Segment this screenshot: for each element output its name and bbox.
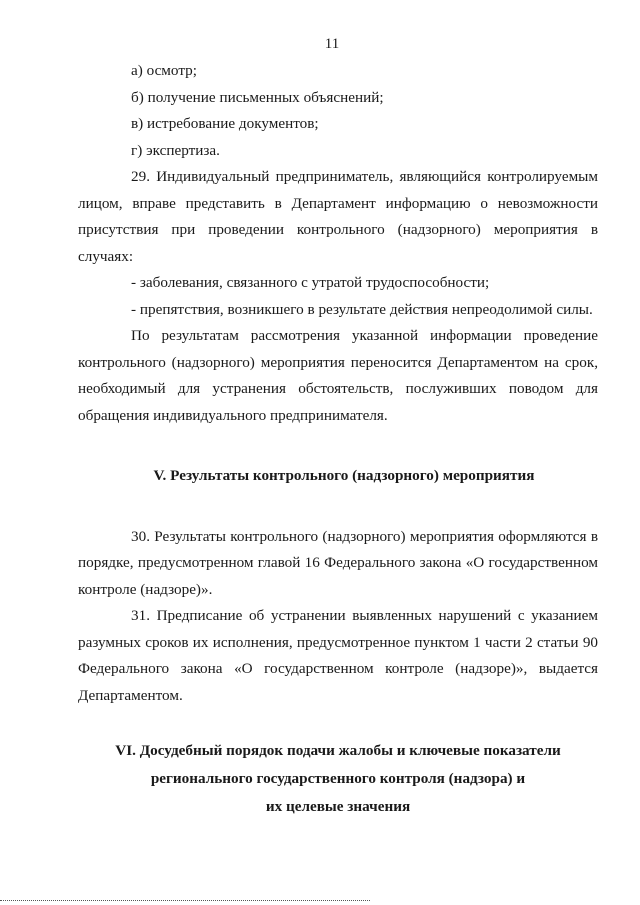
section-6-heading-line-3: их целевые значения — [265, 798, 411, 815]
section-5-heading: V. Результаты контрольного (надзорного) мероприятия — [153, 467, 535, 484]
page-number: 11 — [324, 36, 340, 52]
section-6-heading-line-2: регионального государственного контроля (надзора) и — [150, 770, 526, 787]
list-item-expertise: г) экспертиза. — [131, 141, 220, 159]
list-item-inspection: а) осмотр; — [131, 62, 197, 79]
list-item-documents: в) истребование документов; — [131, 115, 319, 132]
bullet-illness: - заболевания, связанного с утратой трудоспособности; — [131, 274, 490, 291]
paragraph-29: 29. Индивидуальный предприниматель, являющийся контролируемым лицом, вправе представить в Департамент информацию о невозможности присутствия при проведении контрольного (надзорного) мероприятия в случаях: — [78, 168, 598, 265]
paragraph-30: 30. Результаты контрольного (надзорного) мероприятия оформляются в порядке, предусмотренном главой 16 Федерального закона «О государственном контроле (надзоре)». — [78, 527, 598, 598]
paragraph-result: По результатам рассмотрения указанной информации проведение контрольного (надзорного) мероприятия переносится Департаментом на срок, необходимый для устранения обстоятельств, послуживших поводом для обращения индивидуального предпринимателя. — [78, 327, 598, 424]
paragraph-31: 31. Предписание об устранении выявленных нарушений с указанием разумных сроков их исполнения, предусмотренное пунктом 1 части 2 статьи 90 Федерального закона «О государственном контроле (надзоре)», выдается Департаментом. — [78, 607, 598, 704]
list-item-explanations: б) получение письменных объяснений; — [131, 88, 384, 106]
section-6-heading-line-1: VI. Досудебный порядок подачи жалобы и ключевые показатели — [115, 742, 561, 759]
footer-divider — [0, 900, 370, 901]
bullet-force-majeure: - препятствия, возникшего в результате действия непреодолимой силы. — [131, 300, 593, 318]
document-body — [78, 58, 598, 821]
section-6-heading — [78, 737, 598, 821]
